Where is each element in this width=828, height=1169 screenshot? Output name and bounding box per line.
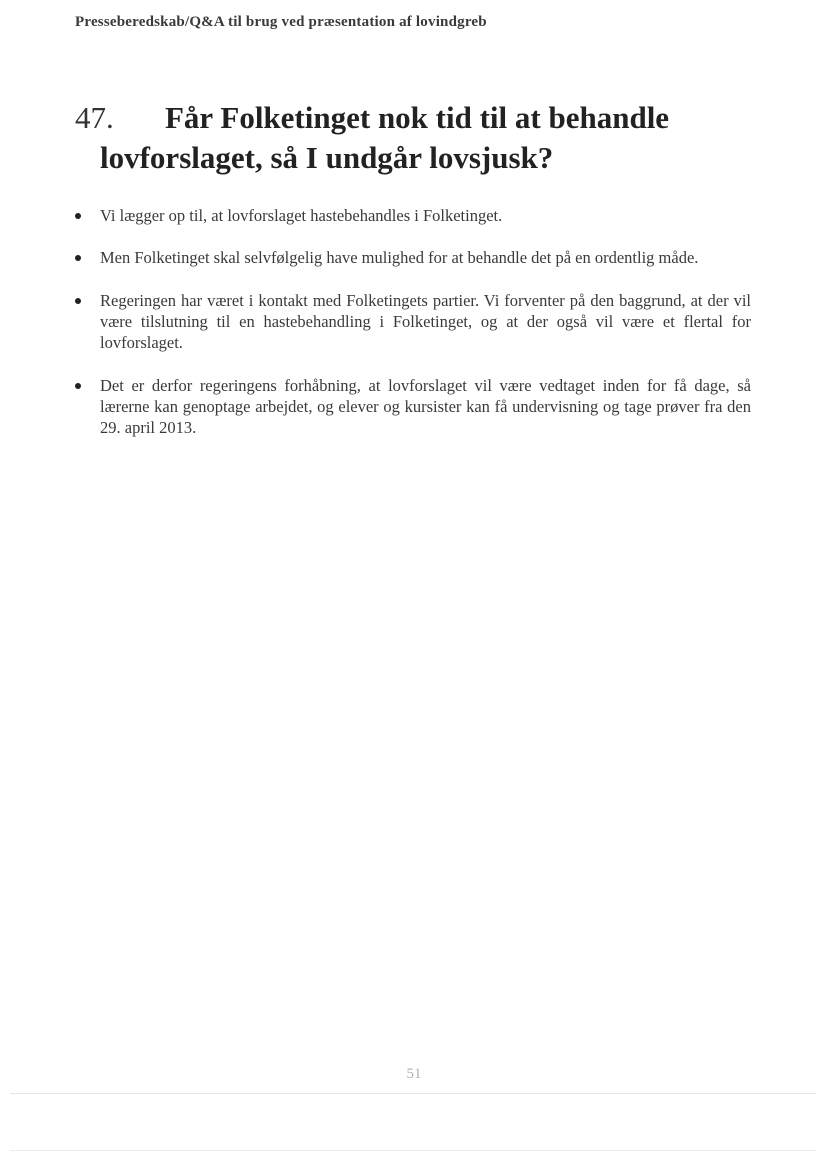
bullet-text: Men Folketinget skal selvfølgelig have mulighed for at behandle det på en ordentlig måde. xyxy=(100,248,699,267)
bullet-item xyxy=(75,247,751,268)
bullet-item xyxy=(75,205,751,226)
question-text-line-2: lovforslaget, så I undgår lovsjusk? xyxy=(100,140,554,175)
bullet-item xyxy=(75,290,751,353)
question-text-line-1: Får Folketinget nok tid til at behandle xyxy=(165,100,670,135)
bullet-item xyxy=(75,375,751,438)
bullet-text: Vi lægger op til, at lovforslaget hastebehandles i Folketinget. xyxy=(100,206,503,225)
bullet-dot-icon xyxy=(75,298,81,304)
scan-divider xyxy=(10,1093,816,1094)
bullet-dot-icon xyxy=(75,383,81,389)
question-line-1 xyxy=(75,98,765,138)
question-number: 47. xyxy=(75,100,114,135)
page-number: 51 xyxy=(406,1066,422,1082)
bullet-text: Det er derfor regeringens forhåbning, at lovforslaget vil være vedtaget inden for få dage, så lærerne kan genoptage arbejdet, og elever og kursister kan få undervisning og tage prøver fra den 29. april 2013. xyxy=(100,376,751,437)
question-heading xyxy=(75,98,765,178)
bullet-dot-icon xyxy=(75,255,81,261)
answer-bullet-list xyxy=(75,205,751,438)
bullet-text: Regeringen har været i kontakt med Folketingets partier. Vi forventer på den baggrund, at der vil være tilslutning til en hastebehandling i Folketinget, og at der også vil være et flertal for lovforslaget. xyxy=(100,291,751,352)
bullet-dot-icon xyxy=(75,213,81,219)
running-header: Presseberedskab/Q&A til brug ved præsentation af lovindgreb xyxy=(75,14,487,30)
scan-divider xyxy=(10,1150,816,1151)
